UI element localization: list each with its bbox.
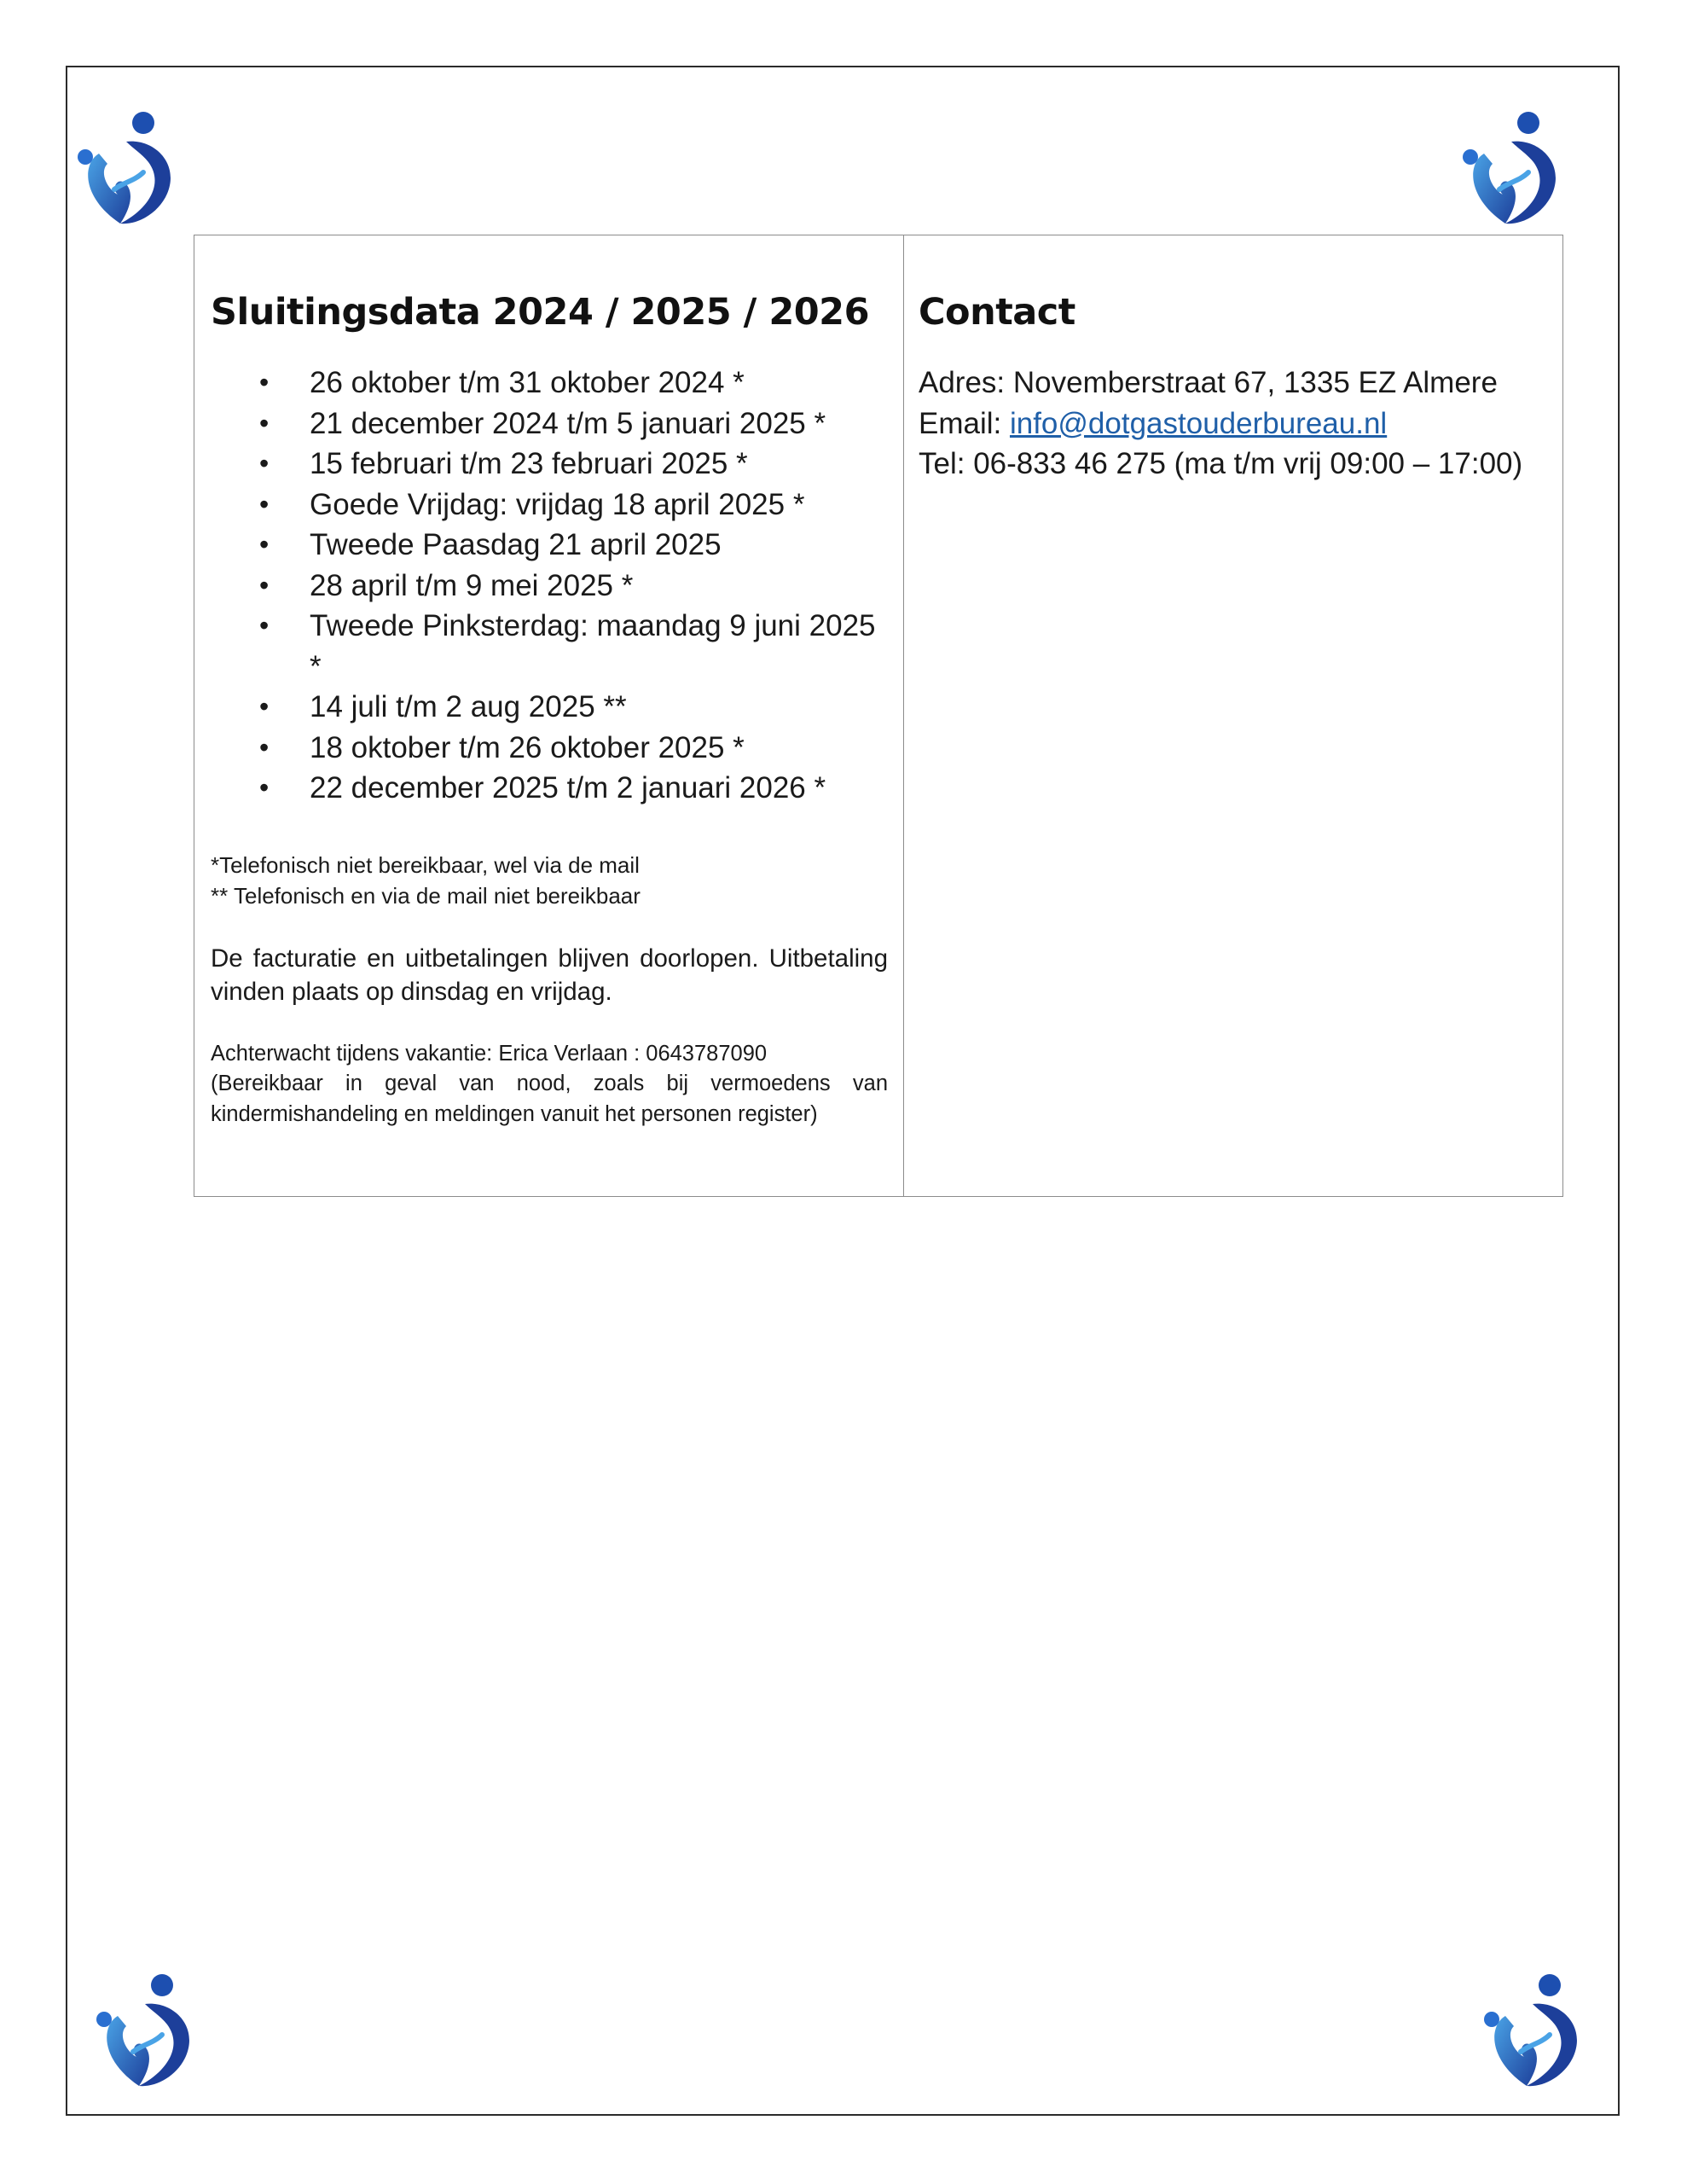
email-label: Email:: [919, 406, 1010, 440]
email-link[interactable]: info@dotgastouderbureau.nl: [1009, 406, 1388, 440]
heart-family-logo-icon: [73, 104, 184, 232]
heart-family-logo-icon: [1480, 1966, 1591, 2094]
contact-details: [919, 363, 1554, 485]
heart-family-logo-icon: [92, 1966, 203, 2094]
list-item: • 21 december 2024 t/m 5 januari 2025 *: [211, 404, 888, 444]
backup-note: (Bereikbaar in geval van nood, zoals bij vermoedens van kindermishandeling en meldingen vanuit het personen register): [211, 1072, 888, 1126]
footnotes: [211, 850, 888, 911]
list-item: • 22 december 2025 t/m 2 januari 2026 *: [211, 768, 888, 809]
list-item: • 28 april t/m 9 mei 2025 *: [211, 566, 888, 607]
list-item: • Tweede Paasdag 21 april 2025: [211, 525, 888, 566]
billing-note: De facturatie en uitbetalingen blijven doorlopen. Uitbetaling vinden plaats op dinsdag en vrijdag.: [211, 944, 888, 1006]
logo-bottom-left: [92, 1966, 203, 2094]
list-item: • Tweede Pinksterdag: maandag 9 juni 2025 *: [211, 606, 888, 687]
contact-phone: Tel: 06-833 46 275 (ma t/m vrij 09:00 – 17:00): [919, 447, 1523, 480]
closing-dates-title: Sluitingsdata 2024 / 2025 / 2026: [211, 291, 870, 334]
contact-column: [904, 235, 1562, 1196]
logo-top-left: [73, 104, 184, 232]
heart-family-logo-icon: [1458, 104, 1569, 232]
footnote-single-star: *Telefonisch niet bereikbaar, wel via de mail: [211, 851, 640, 878]
logo-bottom-right: [1480, 1966, 1591, 2094]
list-item: • 26 oktober t/m 31 oktober 2024 *: [211, 363, 888, 404]
contact-email-line: [919, 404, 1554, 444]
backup-contact-line: Achterwacht tijdens vakantie: Erica Verlaan : 0643787090: [211, 1041, 768, 1066]
closing-dates-column: [194, 235, 904, 1196]
contact-title: Contact: [919, 291, 1075, 334]
logo-top-right: [1458, 104, 1569, 232]
list-item: • 18 oktober t/m 26 oktober 2025 *: [211, 728, 888, 769]
info-table: [194, 235, 1563, 1197]
list-item: • 15 februari t/m 23 februari 2025 *: [211, 444, 888, 485]
footnote-double-star: ** Telefonisch en via de mail niet bereikbaar: [211, 882, 641, 909]
closing-dates-list: [211, 363, 888, 809]
list-item: • 14 juli t/m 2 aug 2025 **: [211, 687, 888, 728]
backup-info: [211, 1039, 888, 1130]
contact-address: Adres: Novemberstraat 67, 1335 EZ Almere: [919, 366, 1498, 399]
list-item: • Goede Vrijdag: vrijdag 18 april 2025 *: [211, 485, 888, 526]
